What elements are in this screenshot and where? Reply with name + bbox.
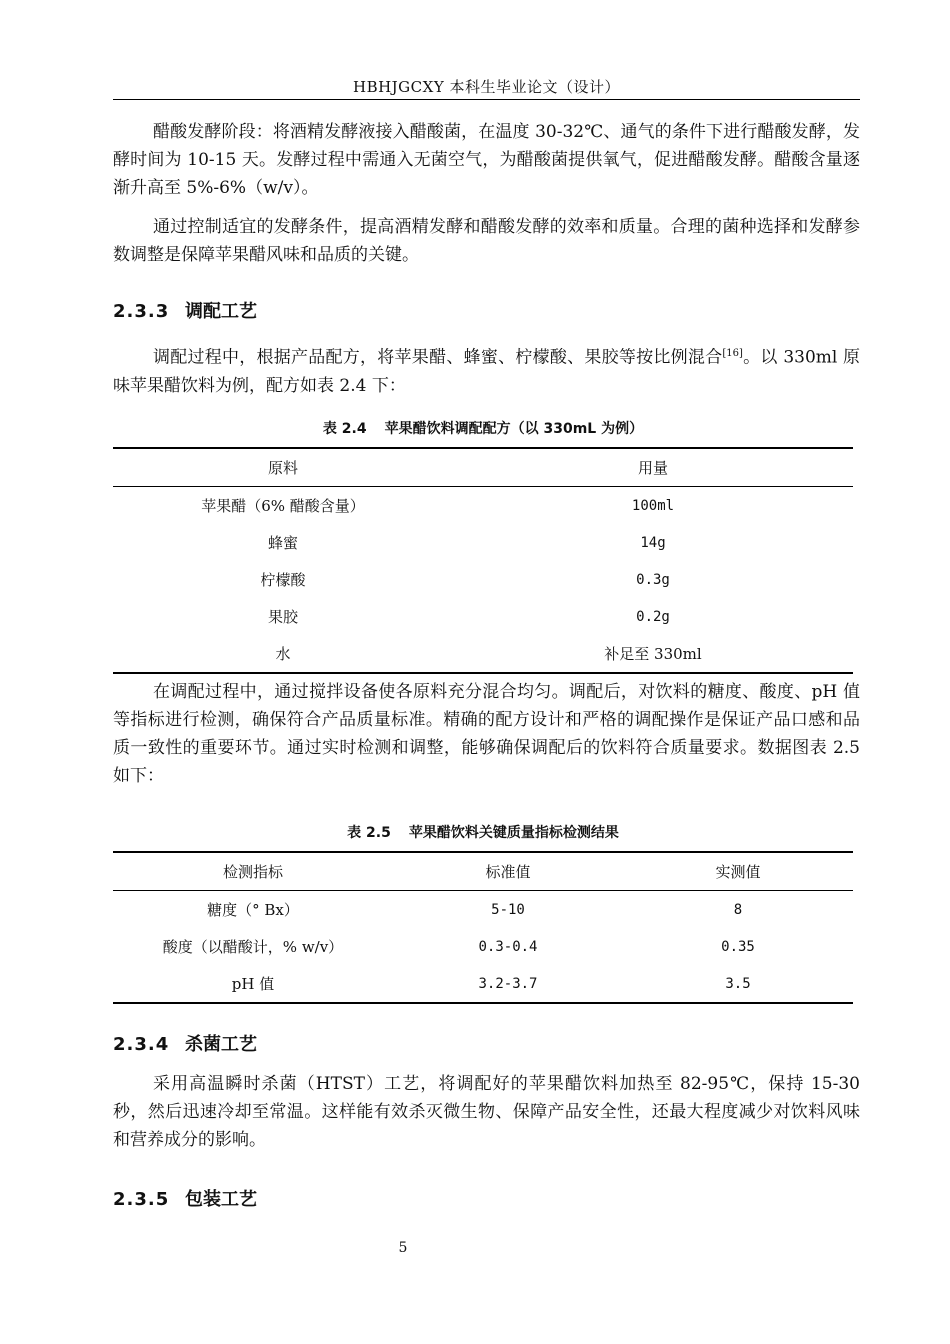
heading-title: 调配工艺: [185, 301, 257, 322]
table-cell: 0.2g: [636, 608, 670, 625]
paragraph-fermentation-control: 通过控制适宜的发酵条件，提高酒精发酵和醋酸发酵的效率和质量。合理的菌种选择和发酵参数调整是保障苹果醋风味和品质的关键。: [113, 217, 860, 265]
table-cell: 0.3-0.4: [478, 938, 538, 955]
table-cell: 100ml: [631, 497, 675, 514]
column-header: 标准值: [485, 863, 531, 881]
caption-title: 苹果醋饮料调配配方（以 330mL 为例）: [384, 421, 644, 437]
table-cell: 5-10: [491, 901, 525, 918]
table-cell: 补足至 330ml: [604, 645, 702, 663]
header-rule: [113, 99, 860, 100]
table-2-4-formula: [113, 447, 853, 674]
heading-2-3-4: [113, 1030, 257, 1056]
table-row: [113, 891, 853, 929]
table-cell: 蜂蜜: [267, 534, 298, 552]
table-cell: 糖度（° Bx）: [207, 901, 299, 919]
column-header: 原料: [267, 459, 298, 477]
text-segment: 调配过程中，根据产品配方，将苹果醋、蜂蜜、柠檬酸、果胶等按比例混合: [153, 347, 723, 368]
table-cell: 酸度（以醋酸计，% w/v）: [162, 938, 344, 956]
paragraph-blending-quality: 在调配过程中，通过搅拌设备使各原料充分混合均匀。调配后，对饮料的糖度、酸度、pH 值等指标进行检测，确保符合产品质量标准。精确的配方设计和严格的调配操作是保证产品口感和品质一致性的重要环节。通过实时检测和调整，能够确保调配后的饮料符合质量要求。数据图表 2.5 如下：: [113, 682, 860, 786]
table-2-5-quality: [113, 851, 853, 1004]
table-row: [113, 598, 853, 635]
table-header-row: [113, 852, 853, 891]
table-cell: 苹果醋（6% 醋酸含量）: [201, 497, 365, 515]
table-cell: 水: [275, 645, 291, 663]
table-cell: 3.5: [725, 975, 751, 992]
table-cell: 0.35: [721, 938, 755, 955]
table-cell: 0.3g: [636, 571, 670, 588]
table-row: [113, 487, 853, 525]
table-row: [113, 561, 853, 598]
heading-number: 2.3.4: [113, 1034, 170, 1055]
paragraph-acetic-fermentation: 醋酸发酵阶段：将酒精发酵液接入醋酸菌，在温度 30-32℃、通气的条件下进行醋酸发酵，发酵时间为 10-15 天。发酵过程中需通入无菌空气，为醋酸菌提供氧气，促进醋酸发酵。醋酸含量逐渐升高至 5%-6%（w/v）。: [113, 122, 860, 198]
paragraph-blending-intro: [113, 340, 860, 400]
table-row: [113, 524, 853, 561]
table-cell: 8: [733, 901, 743, 918]
column-header: 检测指标: [222, 863, 283, 881]
table-cell: 14g: [640, 534, 666, 551]
heading-title: 包装工艺: [185, 1189, 257, 1210]
heading-2-3-3: [113, 297, 257, 323]
caption-number: 表 2.5: [347, 825, 391, 841]
table-row: [113, 635, 853, 673]
heading-number: 2.3.5: [113, 1189, 170, 1210]
table-header-row: [113, 448, 853, 487]
table-cell: 果胶: [267, 608, 298, 626]
paragraph-sterilization: 采用高温瞬时杀菌（HTST）工艺，将调配好的苹果醋饮料加热至 82-95℃，保持 15-30 秒，然后迅速冷却至常温。这样能有效杀灭微生物、保障产品安全性，还最大程度减少对饮料风味和营养成分的影响。: [113, 1074, 860, 1150]
heading-2-3-5: [113, 1185, 257, 1211]
page-header: HBHJGCXY 本科生毕业论文（设计）: [352, 78, 620, 96]
table-cell: 柠檬酸: [260, 571, 306, 589]
heading-title: 杀菌工艺: [185, 1034, 257, 1055]
caption-title: 苹果醋饮料关键质量指标检测结果: [408, 825, 619, 841]
table-cell: pH 值: [231, 975, 275, 993]
column-header: 用量: [637, 459, 668, 477]
column-header: 实测值: [715, 863, 761, 881]
page-number: 5: [398, 1240, 408, 1256]
citation-reference: [16]: [722, 348, 743, 359]
table-2-5-caption: [113, 822, 853, 842]
table-row: [113, 928, 853, 965]
caption-number: 表 2.4: [322, 421, 367, 437]
table-2-4-caption: [113, 418, 853, 438]
heading-number: 2.3.3: [113, 301, 170, 322]
text-segment: 。以 330ml 原味苹果醋饮料为例，配方如表 2.4 下：: [113, 347, 861, 396]
table-row: [113, 965, 853, 1003]
table-cell: 3.2-3.7: [478, 975, 538, 992]
